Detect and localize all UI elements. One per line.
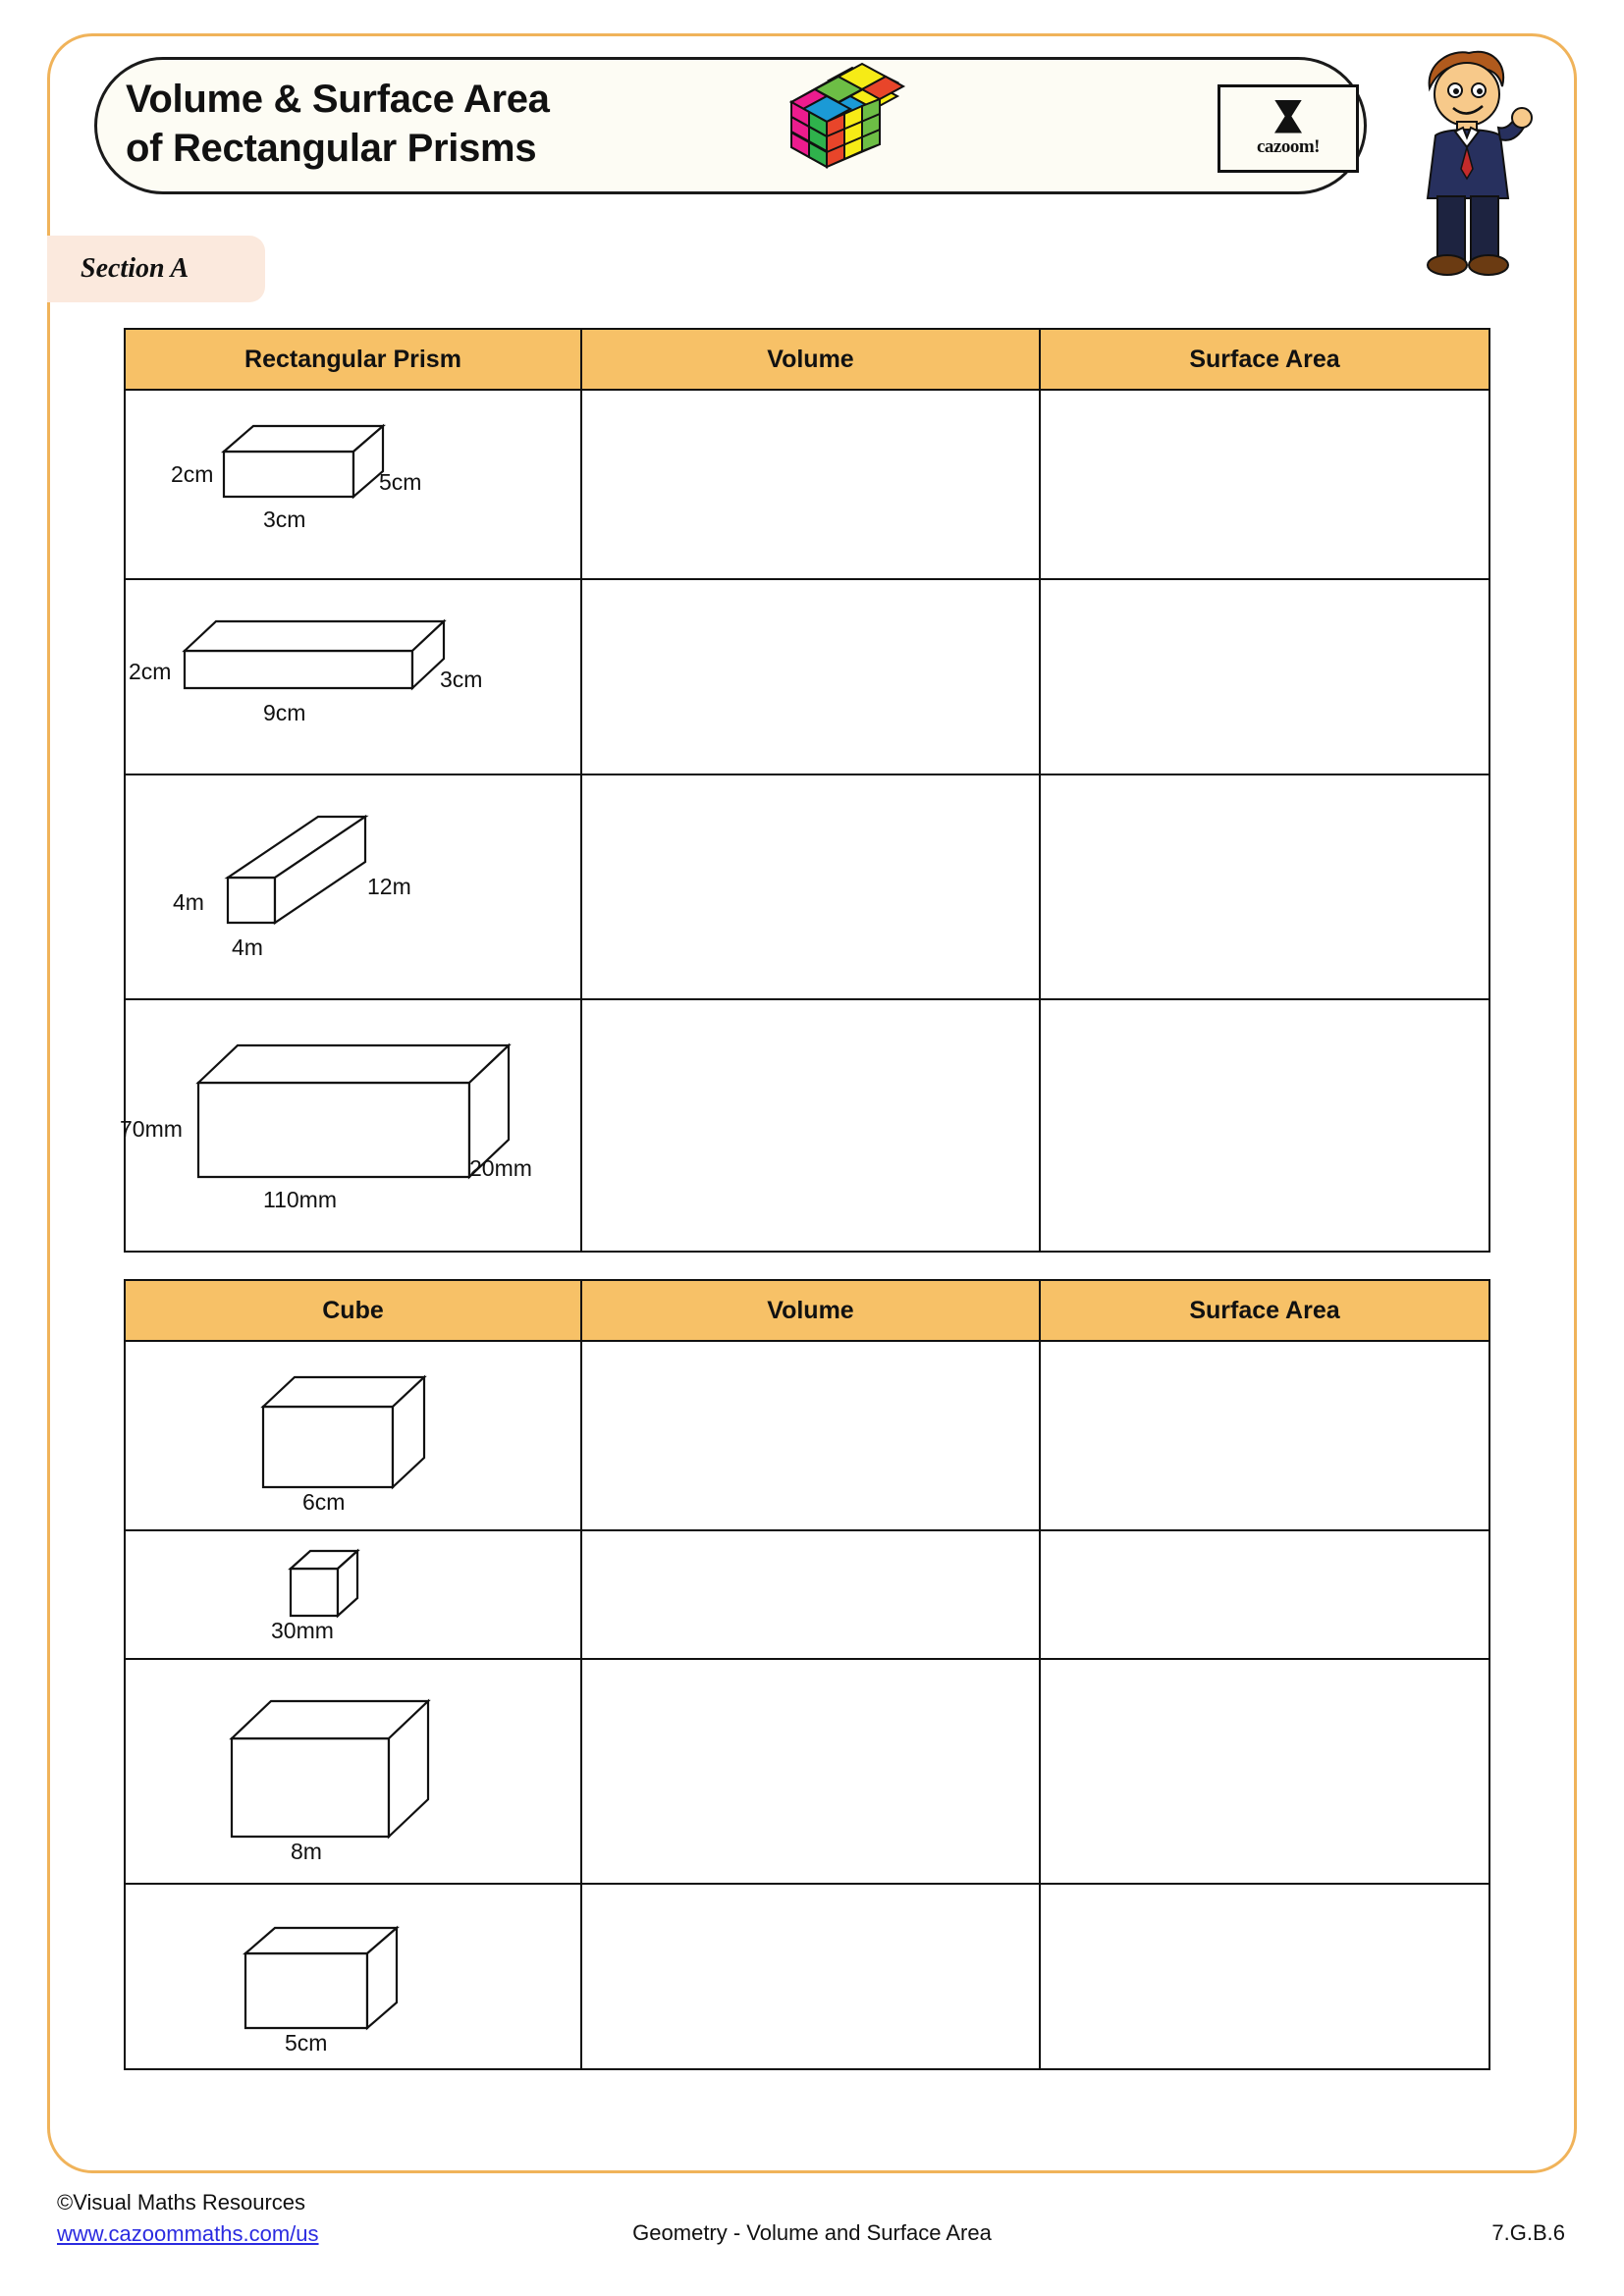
volume-answer-cell-3[interactable] (581, 774, 1040, 999)
section-label: Section A (81, 253, 189, 284)
brand-label: cazoom! (1256, 135, 1321, 157)
header-rectangular-prism: Rectangular Prism (125, 329, 581, 390)
cube-label-edge-1: 6cm (302, 1489, 346, 1515)
table-row (125, 1659, 1489, 1884)
section-tab (47, 236, 265, 302)
table-row (125, 1341, 1489, 1530)
cube-figure-cell-2 (125, 1530, 581, 1659)
page-title (126, 75, 754, 173)
cube-surface-area-answer-cell-3[interactable] (1040, 1659, 1489, 1884)
prism-figure-cell-3 (125, 774, 581, 999)
table-rectangular-prisms (120, 328, 1490, 1253)
prism-label-width-3: 4m (232, 934, 263, 960)
surface-area-answer-cell-4[interactable] (1040, 999, 1489, 1252)
surface-area-answer-cell-2[interactable] (1040, 579, 1489, 774)
prism-label-depth-4: 20mm (469, 1155, 532, 1181)
table-row (125, 774, 1489, 999)
website-link[interactable]: www.cazoommaths.com/us (57, 2220, 319, 2246)
cube-label-edge-3: 8m (291, 1839, 322, 1864)
cube-icon-2 (126, 1531, 580, 1653)
table-row (125, 1530, 1489, 1659)
cube-volume-answer-cell-2[interactable] (581, 1530, 1040, 1659)
prism-label-depth-2: 3cm (440, 667, 483, 692)
table-row (125, 579, 1489, 774)
cube-surface-area-answer-cell-4[interactable] (1040, 1884, 1489, 2069)
cube-icon-1 (126, 1342, 580, 1524)
prism-label-width-1: 3cm (263, 507, 306, 532)
prism-label-width-2: 9cm (263, 700, 306, 725)
prism-figure-cell-1 (125, 390, 581, 579)
prism-label-width-4: 110mm (263, 1187, 337, 1212)
volume-answer-cell-4[interactable] (581, 999, 1040, 1252)
table-row (125, 999, 1489, 1252)
surface-area-answer-cell-3[interactable] (1040, 774, 1489, 999)
table-row (125, 390, 1489, 579)
cube-icon-4 (126, 1885, 580, 2063)
cube-volume-answer-cell-4[interactable] (581, 1884, 1040, 2069)
cube-figure-cell-3 (125, 1659, 581, 1884)
cube-volume-answer-cell-1[interactable] (581, 1341, 1040, 1530)
cube-figure-cell-1 (125, 1341, 581, 1530)
cube-surface-area-answer-cell-1[interactable] (1040, 1341, 1489, 1530)
cube-label-edge-2: 30mm (271, 1618, 334, 1643)
hourglass-icon (1274, 100, 1302, 133)
table-header-row (125, 329, 1489, 390)
cube-volume-answer-cell-3[interactable] (581, 1659, 1040, 1884)
cube-figure-cell-4 (125, 1884, 581, 2069)
header-surface-area: Surface Area (1040, 329, 1489, 390)
prism-label-height-2: 2cm (129, 659, 172, 684)
copyright-text: ©Visual Maths Resources (57, 2190, 306, 2215)
table-cubes (124, 1279, 1490, 2070)
prism-figure-cell-4 (120, 999, 581, 1252)
cube-surface-area-answer-cell-2[interactable] (1040, 1530, 1489, 1659)
cube-icon-3 (126, 1660, 580, 1878)
page-title-line-1: Volume & Surface Area (126, 78, 550, 121)
rubiks-cube-icon (772, 57, 909, 194)
surface-area-answer-cell-1[interactable] (1040, 390, 1489, 579)
prism-label-height-1: 2cm (171, 461, 214, 487)
header-cube: Cube (125, 1280, 581, 1341)
header-volume: Volume (581, 329, 1040, 390)
prism-label-height-3: 4m (173, 889, 204, 915)
rectangular-prism-icon-3 (126, 775, 580, 993)
volume-answer-cell-2[interactable] (581, 579, 1040, 774)
header-surface-area-cubes: Surface Area (1040, 1280, 1489, 1341)
table-row (125, 1884, 1489, 2069)
prism-label-height-4: 70mm (120, 1116, 183, 1142)
cube-label-edge-4: 5cm (285, 2030, 328, 2056)
rectangular-prism-icon-2 (126, 580, 580, 769)
footer-standard-code: 7.G.B.6 (1491, 2220, 1565, 2245)
prism-label-depth-1: 5cm (379, 469, 422, 495)
header-volume-cubes: Volume (581, 1280, 1040, 1341)
rectangular-prism-icon-4 (126, 1000, 580, 1246)
page-title-line-2: of Rectangular Prisms (126, 127, 537, 170)
table-header-row (125, 1280, 1489, 1341)
footer-topic: Geometry - Volume and Surface Area (632, 2220, 992, 2245)
boy-student-icon (1392, 41, 1540, 287)
brand-logo (1218, 84, 1359, 173)
prism-figure-cell-2 (125, 579, 581, 774)
volume-answer-cell-1[interactable] (581, 390, 1040, 579)
prism-label-depth-3: 12m (367, 874, 411, 899)
